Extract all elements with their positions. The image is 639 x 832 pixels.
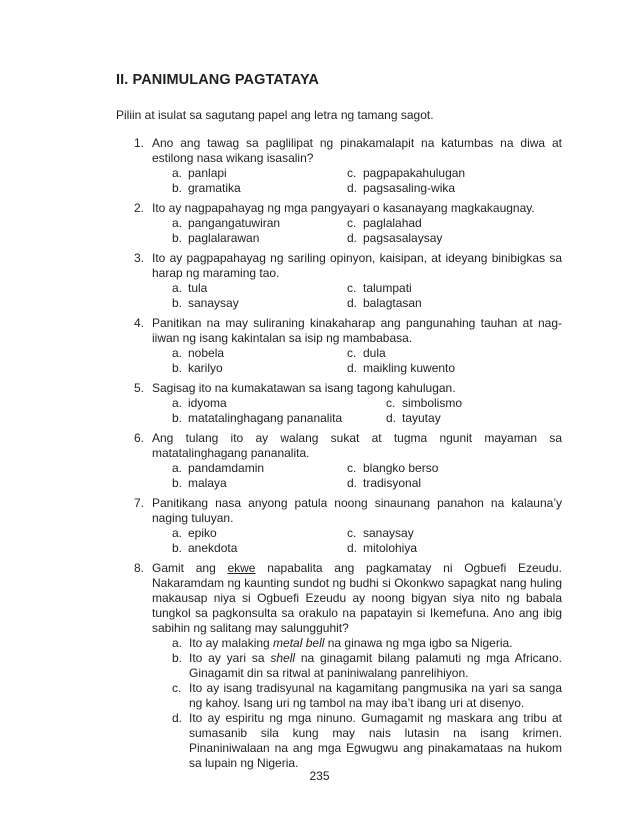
question-2 (116, 201, 562, 246)
option-d (347, 361, 562, 376)
option-text: matatalinghagang pananalita (188, 411, 343, 425)
option-letter: a. (172, 461, 183, 475)
question-number: 1. (134, 136, 145, 150)
option-b (172, 231, 347, 246)
option-text: sanaysay (363, 526, 414, 540)
option-text: panlapi (188, 166, 227, 180)
options (172, 346, 562, 376)
option-d (347, 476, 562, 491)
option-text: balagtasan (363, 296, 422, 310)
option-text-part: Ito ay malaking (189, 636, 274, 650)
question-number: 4. (134, 316, 145, 330)
option-letter: b. (172, 411, 183, 425)
option-a (172, 281, 347, 296)
option-b (172, 476, 347, 491)
option-c (172, 681, 562, 711)
question-text: Ito ay nagpapahayag ng mga pangyayari o kasanayang magkakaugnay. (152, 201, 535, 215)
option-text: karilyo (188, 361, 223, 375)
question-text: Panitikan na may suliraning kinakaharap ang pangunahing tauhan at nag-iiwan ng isang kakintalan sa isip ng mambabasa. (152, 316, 562, 345)
option-text: maikling kuwento (363, 361, 456, 375)
option-letter: a. (172, 346, 183, 360)
question-5 (116, 381, 562, 426)
option-text: malaya (188, 476, 227, 490)
question-number: 3. (134, 251, 145, 265)
option-b (172, 541, 347, 556)
option-letter: d. (347, 296, 358, 310)
option-b (172, 411, 386, 426)
option-text-part: na ginawa ng mga igbo sa Nigeria. (324, 636, 513, 650)
options (172, 281, 562, 311)
options (172, 526, 562, 556)
option-a (172, 396, 386, 411)
option-d (347, 181, 562, 196)
option-a (172, 216, 347, 231)
option-text: gramatika (188, 181, 241, 195)
option-d (172, 711, 562, 771)
option-d (347, 296, 562, 311)
instructions: Piliin at isulat sa sagutang papel ang letra ng tamang sagot. (116, 108, 434, 122)
option-a (172, 526, 347, 541)
options (172, 461, 562, 491)
question-number: 6. (134, 431, 145, 445)
option-c (347, 461, 562, 476)
option-text: pandamdamin (188, 461, 265, 475)
option-letter: b. (172, 476, 183, 490)
question-7 (116, 496, 562, 556)
question-text: Sagisag ito na kumakatawan sa isang tagong kahulugan. (152, 381, 456, 395)
option-letter: c. (172, 681, 182, 695)
option-text-part: na ginagamit bilang palamuti ng mga Africano. Ginagamit din sa ritwal at paniniwalang panrelihiyon. (189, 651, 562, 680)
options (172, 216, 562, 246)
option-c (347, 216, 562, 231)
option-text: tradisyonal (363, 476, 422, 490)
option-text: Ito ay isang tradisyunal na kagamitang pangmusika na yari sa sanga ng kahoy. Isang uri ng tambol na may iba’t ibang uri at disenyo. (189, 681, 562, 710)
option-letter: b. (172, 651, 183, 665)
option-letter: d. (347, 181, 358, 195)
option-text: tayutay (402, 411, 441, 425)
question-number: 5. (134, 381, 145, 395)
question-6 (116, 431, 562, 491)
option-text-italic: metal bell (273, 636, 325, 650)
option-b (172, 296, 347, 311)
option-text: pagsasalaysay (363, 231, 443, 245)
question-text: Ang tulang ito ay walang sukat at tugma ngunit mayaman sa matatalinghagang pananalita. (152, 431, 562, 460)
question-1 (116, 136, 562, 196)
option-text: talumpati (363, 281, 412, 295)
option-a (172, 346, 347, 361)
option-letter: c. (386, 396, 396, 410)
option-c (347, 281, 562, 296)
option-c (347, 166, 562, 181)
option-text-italic: shell (270, 651, 296, 665)
option-d (347, 541, 562, 556)
option-text: epiko (188, 526, 217, 540)
options (172, 166, 562, 196)
option-c (347, 526, 562, 541)
option-text: pagpapakahulugan (363, 166, 466, 180)
option-text: idyoma (188, 396, 227, 410)
option-letter: c. (347, 526, 357, 540)
question-list (116, 136, 562, 776)
option-a (172, 166, 347, 181)
option-text: paglalahad (363, 216, 422, 230)
question-text-part: Gamit ang (152, 561, 228, 575)
option-text: pangangatuwiran (188, 216, 281, 230)
page-number: 235 (309, 769, 330, 783)
question-number: 2. (134, 201, 145, 215)
option-a (172, 636, 562, 651)
option-letter: d. (386, 411, 397, 425)
question-text: Ano ang tawag sa paglilipat ng pinakamalapit na katumbas na diwa at estilong nasa wikang isasalin? (152, 136, 562, 165)
question-4 (116, 316, 562, 376)
option-letter: b. (172, 181, 183, 195)
option-letter: d. (347, 476, 358, 490)
question-8 (116, 561, 562, 771)
option-a (172, 461, 347, 476)
option-letter: c. (347, 166, 357, 180)
option-letter: b. (172, 361, 183, 375)
options (172, 396, 562, 426)
option-letter: c. (347, 346, 357, 360)
option-b (172, 651, 562, 681)
option-letter: b. (172, 296, 183, 310)
underlined-word: ekwe (227, 561, 256, 575)
question-3 (116, 251, 562, 311)
section-title: II. PANIMULANG PAGTATAYA (116, 72, 319, 88)
option-letter: a. (172, 281, 183, 295)
option-letter: d. (347, 361, 358, 375)
question-text-part: napabalita ang pagkamatay ni Ogbuefi Ezeudu. Nakaramdam ng kaunting sundot ng budhi si Okonkwo sapagkat nang huling makausap niya si Ogbuefi Ezeudu ay noong bigyan siya nito ng babala tungkol sa pagkonsulta sa orakulo na papatayin si Ikemefuna. Ano ang ibig sabihin ng salitang may salungguhit? (152, 561, 562, 635)
option-letter: a. (172, 216, 183, 230)
question-number: 7. (134, 496, 145, 510)
option-letter: b. (172, 231, 183, 245)
option-text: Ito ay espiritu ng mga ninuno. Gumagamit ng maskara ang tribu at sumasanib sila kung may nais lutasin na isang krimen. Pinaniniwalaan na ang mga Egwugwu ang pinakamataas na hukom sa lupain ng Nigeria. (189, 711, 562, 770)
option-text: blangko berso (363, 461, 439, 475)
question-text (152, 561, 562, 636)
question-text: Ito ay pagpapahayag ng sariling opinyon, kaisipan, at ideyang binibigkas sa harap ng maraming tao. (152, 251, 562, 280)
option-d (347, 231, 562, 246)
option-text: simbolismo (402, 396, 463, 410)
option-text: pagsasaling-wika (363, 181, 456, 195)
option-text: paglalarawan (188, 231, 260, 245)
option-text: dula (363, 346, 386, 360)
option-text: mitolohiya (363, 541, 418, 555)
option-letter: c. (347, 461, 357, 475)
option-text: tula (188, 281, 208, 295)
option-letter: d. (347, 231, 358, 245)
option-d (386, 411, 562, 426)
option-text: anekdota (188, 541, 238, 555)
question-number: 8. (134, 561, 145, 575)
option-text-part: Ito ay yari sa (189, 651, 271, 665)
option-letter: a. (172, 396, 183, 410)
option-letter: a. (172, 166, 183, 180)
option-b (172, 181, 347, 196)
option-letter: c. (347, 216, 357, 230)
option-letter: d. (347, 541, 358, 555)
option-letter: b. (172, 541, 183, 555)
option-c (347, 346, 562, 361)
option-letter: a. (172, 526, 183, 540)
option-text: nobela (188, 346, 225, 360)
question-text: Panitikang nasa anyong patula noong sinaunang panahon na kalauna’y naging tuluyan. (152, 496, 562, 525)
option-letter: a. (172, 636, 183, 650)
option-text: sanaysay (188, 296, 239, 310)
option-c (386, 396, 562, 411)
option-b (172, 361, 347, 376)
option-letter: d. (172, 711, 183, 725)
option-letter: c. (347, 281, 357, 295)
